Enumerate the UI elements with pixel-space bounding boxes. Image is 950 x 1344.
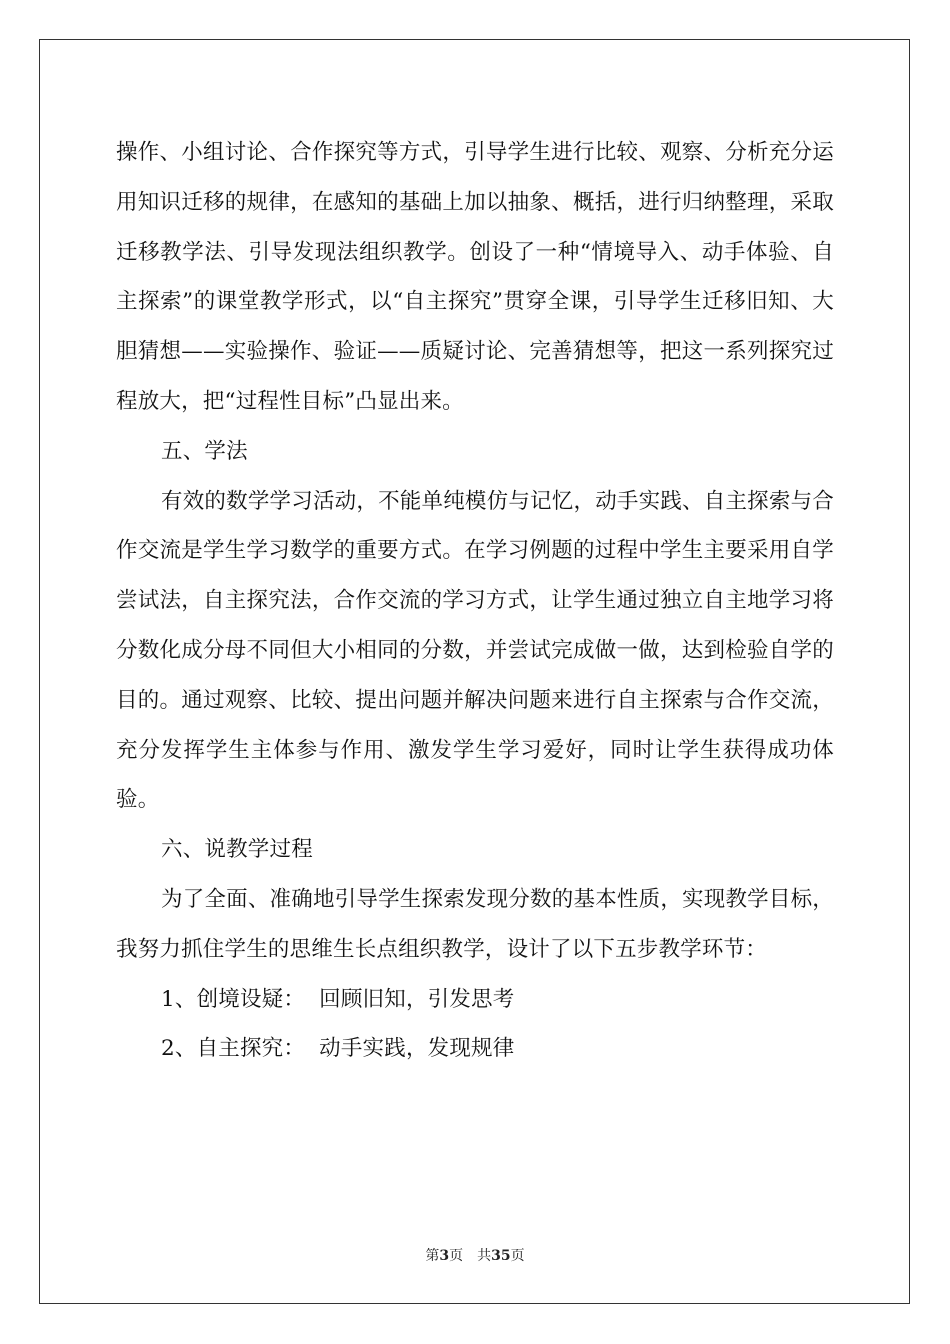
section-heading-teaching-process: 六、说教学过程 bbox=[161, 837, 313, 863]
paragraph-continuation: 操作、小组讨论、合作探究等方式，引导学生进行比较、观察、分析充分运用知识迁移的规律，在感知的基础上加以抽象、概括，进行归纳整理，采取迁移教学法、引导发现法组织教学。创设了一种“情境导入、动手体验、自主探索”的课堂教学形式，以“自主探究”贯穿全课，引导学生迁移旧知、大胆猜想——实验操作、验证——质疑讨论、完善猜想等，把这一系列探究过程放大，把“过程性目标”凸显出来。 bbox=[116, 140, 834, 414]
page-current: 3 bbox=[439, 1248, 450, 1264]
total-prefix: 共 bbox=[477, 1248, 492, 1264]
step-item-1: 1、创境设疑： 回顾旧知，引发思考 bbox=[161, 986, 515, 1012]
page-suffix: 页 bbox=[449, 1248, 464, 1264]
total-suffix: 页 bbox=[510, 1248, 525, 1264]
section-heading-study-method: 五、学法 bbox=[161, 438, 248, 464]
page-prefix: 第 bbox=[425, 1248, 440, 1264]
document-body bbox=[116, 128, 834, 1074]
page-footer bbox=[0, 1245, 950, 1265]
step-item-2: 2、自主探究： 动手实践，发现规律 bbox=[161, 1036, 515, 1062]
page-total: 35 bbox=[491, 1248, 511, 1264]
paragraph-teaching-process: 为了全面、准确地引导学生探索发现分数的基本性质，实现教学目标，我努力抓住学生的思维生长点组织教学，设计了以下五步教学环节： bbox=[116, 886, 834, 962]
paragraph-study-method: 有效的数学学习活动，不能单纯模仿与记忆，动手实践、自主探索与合作交流是学生学习数学的重要方式。在学习例题的过程中学生主要采用自学尝试法，自主探究法，合作交流的学习方式，让学生通过独立自主地学习将分数化成分母不同但大小相同的分数，并尝试完成做一做，达到检验自学的目的。通过观察、比较、提出问题并解决问题来进行自主探索与合作交流，充分发挥学生主体参与作用、激发学生学习爱好，同时让学生获得成功体验。 bbox=[116, 488, 834, 813]
